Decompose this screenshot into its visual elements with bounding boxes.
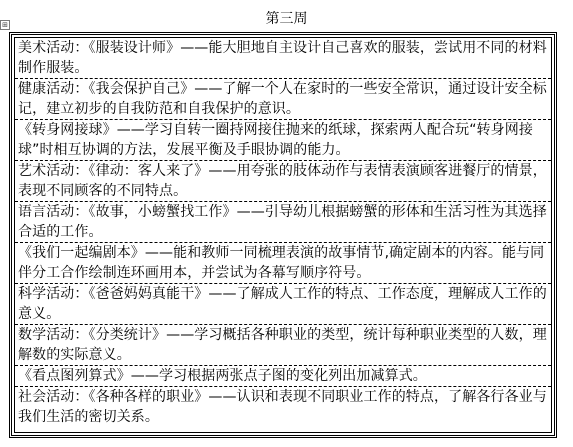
table-move-handle-icon[interactable]: ⊞ xyxy=(0,20,10,30)
activity-row-science: 科学活动：《爸爸妈妈真能干》——了解成人工作的特点、工作态度，理解成人工作的意义。 xyxy=(15,284,551,325)
schedule-table xyxy=(9,32,557,438)
activity-row-health: 健康活动：《我会保护自己》——了解一个人在家时的一些安全常识，通过设计安全标记，建立初步的自我防范和自我保护的意识。 xyxy=(15,79,551,120)
activity-row-dot-chart: 《看点图列算式》——学习根据两张点子图的变化列出加减算式。 xyxy=(15,366,551,387)
activity-row-social: 社会活动：《各种各样的职业》——认识和表现不同职业工作的特点，了解各行各业与我们生活的密切关系。 xyxy=(18,389,547,425)
activity-row-script: 《我们一起编剧本》——能和教师一同梳理表演的故事情节,确定剧本的内容。能与同伴分工合作绘制连环画用本，并尝试为各幕写顺序符号。 xyxy=(15,243,551,284)
activity-row-art: 美术活动：《服装设计师》——能大胆地自主设计自己喜欢的服装，尝试用不同的材料制作服装。 xyxy=(15,38,551,79)
activity-row-language: 语言活动：《故事，小螃蟹找工作》——引导幼儿根据螃蟹的形体和生活习性为其选择合适的工作。 xyxy=(15,202,551,243)
activity-row-rhythm: 艺术活动：《律动：客人来了》——用夸张的肢体动作与表情表演顾客进餐厅的情景，表现不同顾客的不同特点。 xyxy=(15,161,551,202)
activity-row-math: 数学活动：《分类统计》——学习概括各种职业的类型，统计每种职业类型的人数，理解数的实际意义。 xyxy=(15,325,551,366)
page-title: 第三周 xyxy=(265,11,308,27)
activity-row-ball-game: 《转身网接球》——学习自转一圈持网接住抛来的纸球，探索两人配合玩“转身网接球”时相互协调的方法，发展平衡及手眼协调的能力。 xyxy=(15,120,551,161)
schedule-table-body xyxy=(14,37,552,433)
